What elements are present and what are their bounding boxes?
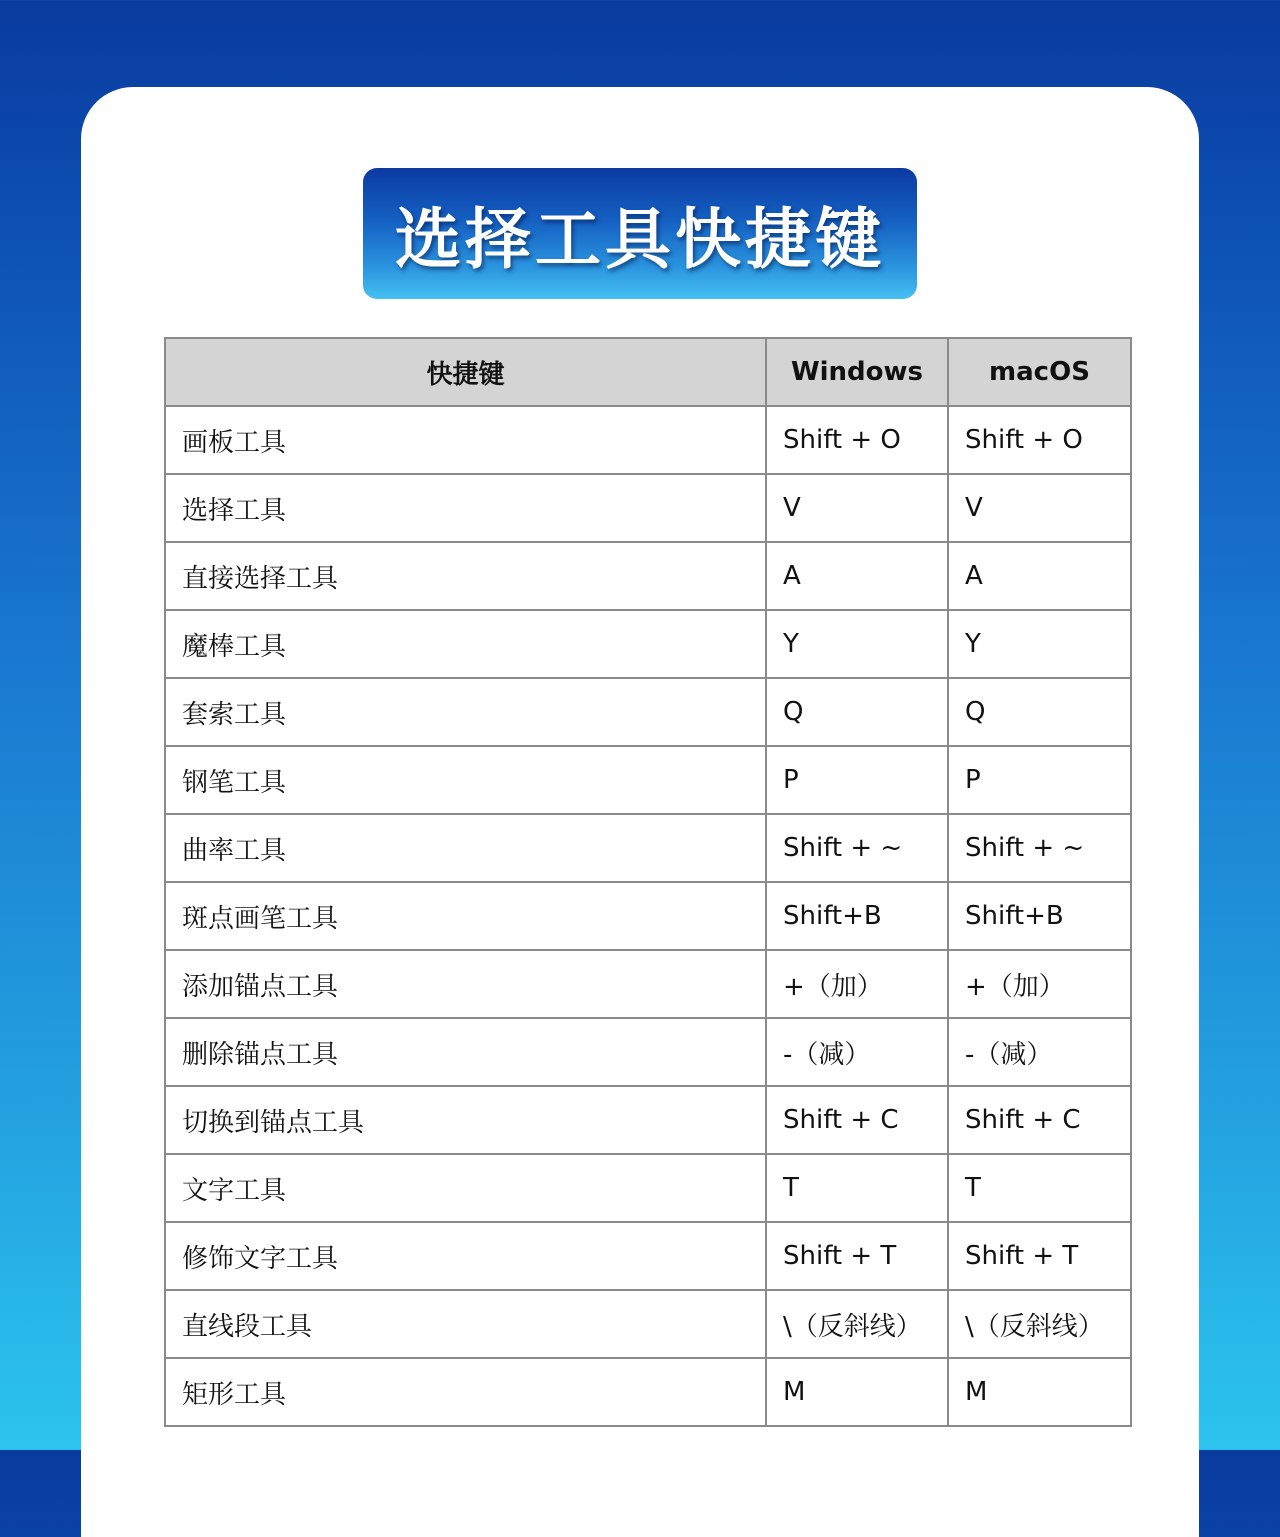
shortcut-table bbox=[164, 337, 1132, 1427]
tool-name-cell: 修饰文字工具 bbox=[165, 1222, 766, 1290]
macos-key-cell: Shift + O bbox=[948, 406, 1131, 474]
header-windows: Windows bbox=[766, 338, 948, 406]
table-row bbox=[165, 542, 1131, 610]
tool-name-cell: 直接选择工具 bbox=[165, 542, 766, 610]
windows-key-cell: M bbox=[766, 1358, 948, 1426]
windows-key-cell: Y bbox=[766, 610, 948, 678]
tool-name-cell: 文字工具 bbox=[165, 1154, 766, 1222]
table-row bbox=[165, 678, 1131, 746]
macos-key-cell: +（加） bbox=[948, 950, 1131, 1018]
tool-name-cell: 选择工具 bbox=[165, 474, 766, 542]
shortcut-table-container bbox=[164, 337, 1130, 1427]
tool-name-cell: 矩形工具 bbox=[165, 1358, 766, 1426]
table-row bbox=[165, 746, 1131, 814]
tool-name-cell: 斑点画笔工具 bbox=[165, 882, 766, 950]
macos-key-cell: Shift + ~ bbox=[948, 814, 1131, 882]
macos-key-cell: V bbox=[948, 474, 1131, 542]
windows-key-cell: Shift + T bbox=[766, 1222, 948, 1290]
windows-key-cell: P bbox=[766, 746, 948, 814]
macos-key-cell: Shift + T bbox=[948, 1222, 1131, 1290]
table-row bbox=[165, 950, 1131, 1018]
table-row bbox=[165, 1154, 1131, 1222]
tool-name-cell: 直线段工具 bbox=[165, 1290, 766, 1358]
title-banner bbox=[363, 168, 917, 299]
windows-key-cell: Shift+B bbox=[766, 882, 948, 950]
tool-name-cell: 切换到锚点工具 bbox=[165, 1086, 766, 1154]
windows-key-cell: T bbox=[766, 1154, 948, 1222]
windows-key-cell: Shift + ~ bbox=[766, 814, 948, 882]
table-row bbox=[165, 1086, 1131, 1154]
windows-key-cell: A bbox=[766, 542, 948, 610]
table-row bbox=[165, 1290, 1131, 1358]
table-header-row bbox=[165, 338, 1131, 406]
tool-name-cell: 钢笔工具 bbox=[165, 746, 766, 814]
windows-key-cell: Shift + C bbox=[766, 1086, 948, 1154]
windows-key-cell: V bbox=[766, 474, 948, 542]
tool-name-cell: 套索工具 bbox=[165, 678, 766, 746]
windows-key-cell: +（加） bbox=[766, 950, 948, 1018]
tool-name-cell: 添加锚点工具 bbox=[165, 950, 766, 1018]
table-row bbox=[165, 1222, 1131, 1290]
tool-name-cell: 画板工具 bbox=[165, 406, 766, 474]
page-title: 选择工具快捷键 bbox=[395, 201, 885, 278]
macos-key-cell: Y bbox=[948, 610, 1131, 678]
table-row bbox=[165, 610, 1131, 678]
macos-key-cell: \（反斜线） bbox=[948, 1290, 1131, 1358]
tool-name-cell: 删除锚点工具 bbox=[165, 1018, 766, 1086]
table-row bbox=[165, 1018, 1131, 1086]
windows-key-cell: Q bbox=[766, 678, 948, 746]
windows-key-cell: \（反斜线） bbox=[766, 1290, 948, 1358]
macos-key-cell: Q bbox=[948, 678, 1131, 746]
macos-key-cell: -（减） bbox=[948, 1018, 1131, 1086]
macos-key-cell: Shift + C bbox=[948, 1086, 1131, 1154]
macos-key-cell: Shift+B bbox=[948, 882, 1131, 950]
header-shortcut: 快捷键 bbox=[165, 338, 766, 406]
header-macos: macOS bbox=[948, 338, 1131, 406]
windows-key-cell: -（减） bbox=[766, 1018, 948, 1086]
tool-name-cell: 曲率工具 bbox=[165, 814, 766, 882]
table-row bbox=[165, 814, 1131, 882]
table-row bbox=[165, 406, 1131, 474]
macos-key-cell: P bbox=[948, 746, 1131, 814]
tool-name-cell: 魔棒工具 bbox=[165, 610, 766, 678]
macos-key-cell: A bbox=[948, 542, 1131, 610]
table-row bbox=[165, 474, 1131, 542]
table-row bbox=[165, 882, 1131, 950]
macos-key-cell: T bbox=[948, 1154, 1131, 1222]
macos-key-cell: M bbox=[948, 1358, 1131, 1426]
windows-key-cell: Shift + O bbox=[766, 406, 948, 474]
table-row bbox=[165, 1358, 1131, 1426]
